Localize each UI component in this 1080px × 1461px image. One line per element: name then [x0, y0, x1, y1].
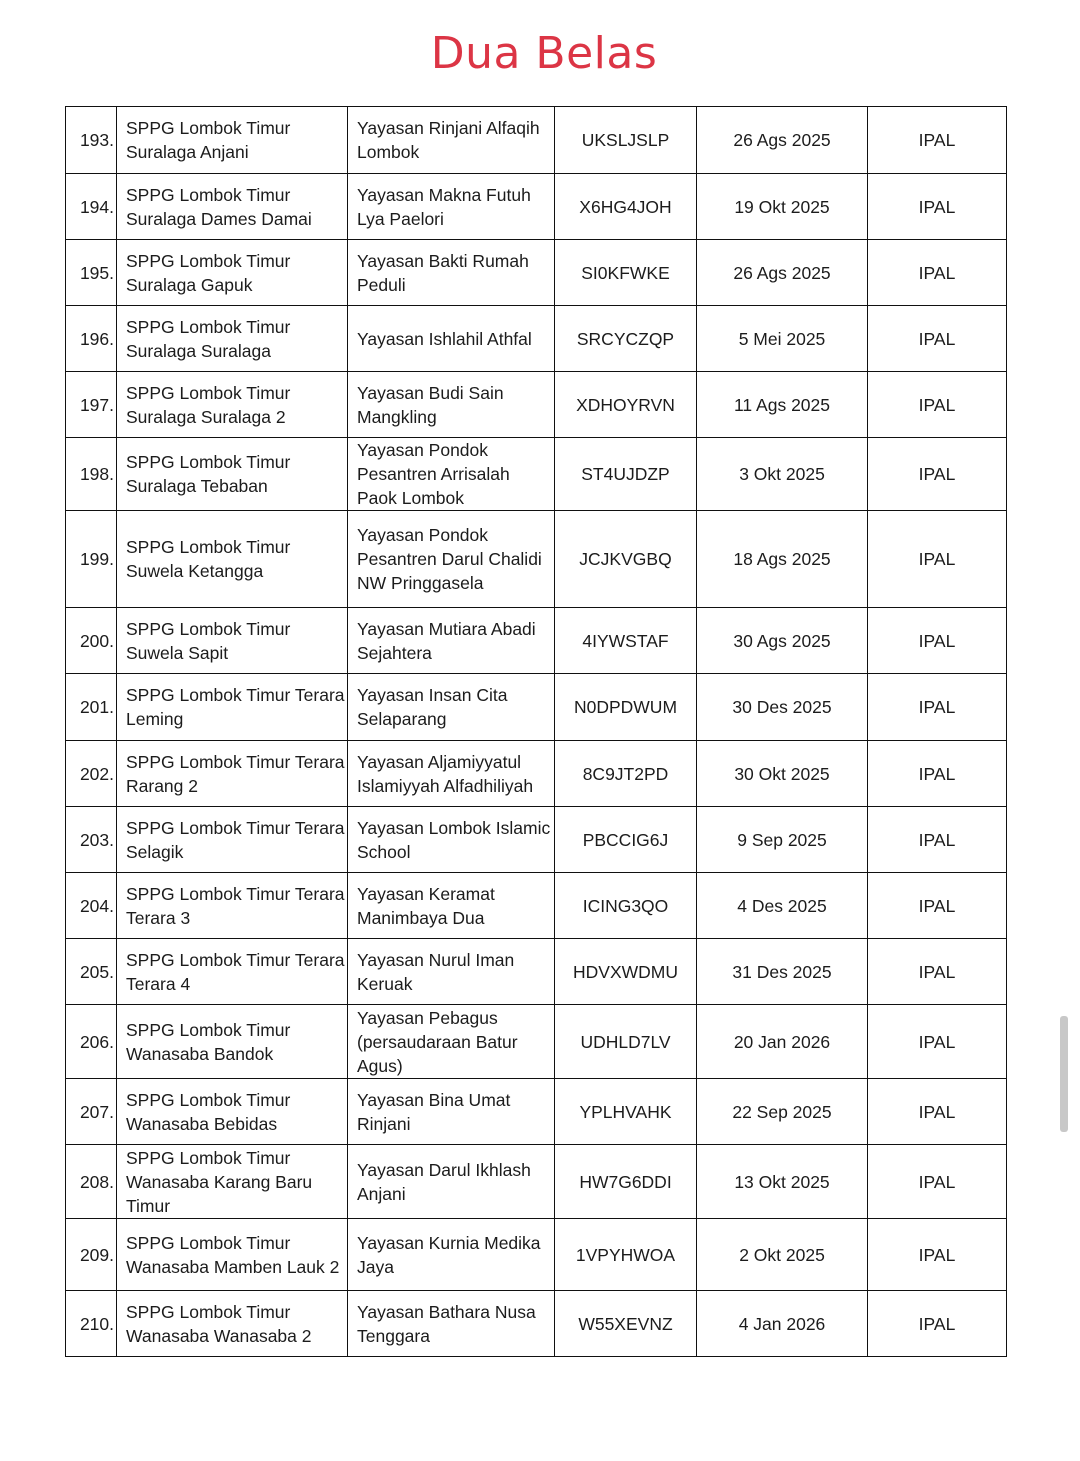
facility-type-cell — [868, 1145, 1007, 1219]
facility-type: IPAL — [918, 1171, 956, 1192]
facility-type-cell — [868, 741, 1007, 807]
facility-type: IPAL — [918, 1244, 956, 1265]
date-cell — [697, 174, 868, 240]
unit-name: SPPG Lombok Timur Terara Terara 3 — [126, 883, 345, 928]
date-cell — [697, 1291, 868, 1357]
unit-name-cell — [117, 1219, 348, 1291]
facility-type-cell — [868, 674, 1007, 741]
registration-code: ICING3QO — [582, 895, 669, 916]
row-number-cell — [66, 1145, 117, 1219]
facility-type: IPAL — [918, 697, 956, 717]
date-cell — [697, 1079, 868, 1145]
registration-code-cell — [555, 107, 697, 174]
registration-code: 8C9JT2PD — [582, 763, 669, 784]
row-number: 194. — [79, 196, 114, 217]
table-row — [66, 1079, 1007, 1145]
unit-name-cell — [117, 873, 348, 939]
row-number-cell — [66, 511, 117, 608]
row-number: 202. — [79, 763, 114, 784]
row-number: 195. — [79, 262, 114, 283]
table-row — [66, 438, 1007, 511]
date: 30 Okt 2025 — [734, 763, 830, 784]
date: 22 Sep 2025 — [732, 1101, 832, 1122]
facility-type-cell — [868, 1291, 1007, 1357]
foundation-name: Yayasan Insan Cita Selaparang — [357, 685, 508, 729]
facility-type-cell — [868, 107, 1007, 174]
foundation-name-cell — [348, 174, 555, 240]
date-cell — [697, 608, 868, 674]
facility-type: IPAL — [918, 763, 956, 784]
date-cell — [697, 1145, 868, 1219]
date: 31 Des 2025 — [732, 961, 832, 982]
date-cell — [697, 306, 868, 372]
table-row — [66, 511, 1007, 608]
foundation-name: Yayasan Budi Sain Mangkling — [357, 382, 504, 427]
date: 18 Ags 2025 — [733, 549, 831, 569]
foundation-name: Yayasan Lombok Islamic School — [357, 817, 551, 862]
registration-code: 1VPYHWOA — [575, 1244, 676, 1265]
registration-code: JCJKVGBQ — [579, 549, 672, 569]
row-number: 205. — [79, 961, 114, 982]
facility-type-cell — [868, 240, 1007, 306]
unit-name: SPPG Lombok Timur Suralaga Suralaga 2 — [126, 382, 291, 427]
row-number: 203. — [79, 829, 114, 850]
facility-type-cell — [868, 807, 1007, 873]
facility-type-cell — [868, 608, 1007, 674]
unit-name-cell — [117, 174, 348, 240]
row-number-cell — [66, 608, 117, 674]
date: 30 Ags 2025 — [733, 630, 831, 651]
facility-type: IPAL — [918, 328, 956, 349]
date-cell — [697, 240, 868, 306]
unit-name: SPPG Lombok Timur Terara Rarang 2 — [126, 751, 345, 796]
date: 9 Sep 2025 — [737, 829, 827, 850]
registration-code-cell — [555, 873, 697, 939]
registration-code-cell — [555, 174, 697, 240]
facility-type-cell — [868, 939, 1007, 1005]
foundation-name-cell — [348, 1145, 555, 1219]
row-number-cell — [66, 873, 117, 939]
unit-name-cell — [117, 807, 348, 873]
registration-code-cell — [555, 741, 697, 807]
unit-name: SPPG Lombok Timur Wanasaba Karang Baru Timur — [126, 1147, 313, 1216]
row-number: 207. — [79, 1101, 114, 1122]
unit-name-cell — [117, 1005, 348, 1079]
date: 5 Mei 2025 — [738, 328, 826, 349]
date: 26 Ags 2025 — [733, 262, 831, 283]
registration-code-cell — [555, 608, 697, 674]
date: 4 Des 2025 — [737, 895, 827, 916]
foundation-name-cell — [348, 306, 555, 372]
unit-name: SPPG Lombok Timur Terara Selagik — [126, 817, 345, 862]
facility-type-cell — [868, 438, 1007, 511]
registration-code: UKSLJSLP — [581, 130, 670, 150]
row-number: 201. — [79, 697, 114, 717]
date-cell — [697, 674, 868, 741]
facility-type-cell — [868, 1079, 1007, 1145]
table-row — [66, 1145, 1007, 1219]
facility-type-cell — [868, 372, 1007, 438]
registration-code-cell — [555, 1079, 697, 1145]
unit-name: SPPG Lombok Timur Suralaga Tebaban — [126, 452, 291, 496]
row-number: 196. — [79, 328, 114, 349]
table-row — [66, 306, 1007, 372]
foundation-name: Yayasan Bakti Rumah Peduli — [357, 250, 529, 295]
foundation-name-cell — [348, 674, 555, 741]
facility-type: IPAL — [918, 630, 956, 651]
date-cell — [697, 372, 868, 438]
date: 19 Okt 2025 — [734, 196, 830, 217]
unit-name-cell — [117, 511, 348, 608]
date: 11 Ags 2025 — [733, 394, 830, 415]
registration-code: W55XEVNZ — [578, 1313, 673, 1334]
facility-type: IPAL — [918, 196, 956, 217]
row-number: 210. — [79, 1313, 114, 1334]
facility-type-cell — [868, 306, 1007, 372]
row-number: 200. — [79, 630, 114, 651]
foundation-name: Yayasan Pebagus (persaudaraan Batur Agus) — [357, 1007, 518, 1076]
row-number-cell — [66, 1219, 117, 1291]
foundation-name-cell — [348, 741, 555, 807]
date-cell — [697, 1219, 868, 1291]
foundation-name: Yayasan Darul Ikhlash Anjani — [357, 1159, 531, 1204]
foundation-name: Yayasan Rinjani Alfaqih Lombok — [357, 118, 540, 162]
foundation-name: Yayasan Ishlahil Athfal — [357, 328, 532, 349]
facility-type-cell — [868, 511, 1007, 608]
facility-type-cell — [868, 174, 1007, 240]
row-number-cell — [66, 807, 117, 873]
unit-name-cell — [117, 939, 348, 1005]
row-number-cell — [66, 438, 117, 511]
facility-type: IPAL — [918, 1101, 956, 1122]
foundation-name: Yayasan Pondok Pesantren Arrisalah Paok Lombok — [357, 440, 510, 508]
date-cell — [697, 511, 868, 608]
unit-name: SPPG Lombok Timur Wanasaba Wanasaba 2 — [126, 1301, 312, 1346]
foundation-name-cell — [348, 1079, 555, 1145]
row-number-cell — [66, 1291, 117, 1357]
registration-code: SRCYCZQP — [576, 328, 675, 349]
foundation-name: Yayasan Bathara Nusa Tenggara — [357, 1301, 536, 1346]
row-number: 209. — [79, 1244, 114, 1265]
date: 3 Okt 2025 — [739, 464, 825, 484]
unit-name-cell — [117, 372, 348, 438]
registration-code: 4IYWSTAF — [582, 630, 669, 651]
registration-code: UDHLD7LV — [580, 1031, 671, 1052]
unit-name: SPPG Lombok Timur Wanasaba Mamben Lauk 2 — [126, 1232, 340, 1277]
registration-code: SI0KFWKE — [581, 262, 670, 283]
foundation-name-cell — [348, 873, 555, 939]
date: 2 Okt 2025 — [739, 1244, 825, 1265]
registration-code: HW7G6DDI — [579, 1171, 672, 1192]
foundation-name-cell — [348, 511, 555, 608]
facility-type-cell — [868, 873, 1007, 939]
unit-name-cell — [117, 1145, 348, 1219]
row-number-cell — [66, 939, 117, 1005]
facility-type: IPAL — [918, 262, 956, 283]
table-row — [66, 741, 1007, 807]
row-number: 198. — [79, 464, 114, 484]
facility-type: IPAL — [918, 394, 956, 415]
facility-type-cell — [868, 1219, 1007, 1291]
table-row — [66, 674, 1007, 741]
unit-name: SPPG Lombok Timur Wanasaba Bandok — [126, 1019, 291, 1064]
registration-code: YPLHVAHK — [579, 1101, 672, 1122]
unit-name-cell — [117, 438, 348, 511]
unit-name: SPPG Lombok Timur Suralaga Anjani — [126, 118, 291, 162]
foundation-name: Yayasan Makna Futuh Lya Paelori — [357, 184, 531, 229]
foundation-name-cell — [348, 1291, 555, 1357]
data-table — [65, 106, 1007, 1357]
table-row — [66, 1219, 1007, 1291]
unit-name: SPPG Lombok Timur Suralaga Gapuk — [126, 250, 291, 295]
foundation-name-cell — [348, 438, 555, 511]
foundation-name: Yayasan Kurnia Medika Jaya — [357, 1232, 541, 1277]
registration-code-cell — [555, 939, 697, 1005]
registration-code-cell — [555, 1145, 697, 1219]
foundation-name: Yayasan Keramat Manimbaya Dua — [357, 883, 495, 928]
row-number-cell — [66, 372, 117, 438]
date-cell — [697, 438, 868, 511]
row-number: 193. — [79, 130, 114, 150]
scrollbar-thumb[interactable] — [1060, 1016, 1068, 1132]
facility-type: IPAL — [918, 130, 956, 150]
unit-name-cell — [117, 1079, 348, 1145]
unit-name-cell — [117, 306, 348, 372]
row-number: 197. — [79, 394, 114, 415]
table-body — [66, 107, 1007, 1357]
unit-name-cell — [117, 240, 348, 306]
row-number-cell — [66, 107, 117, 174]
table-row — [66, 174, 1007, 240]
facility-type: IPAL — [918, 464, 956, 484]
date-cell — [697, 873, 868, 939]
unit-name-cell — [117, 674, 348, 741]
date: 13 Okt 2025 — [734, 1171, 830, 1192]
table-row — [66, 1005, 1007, 1079]
foundation-name-cell — [348, 372, 555, 438]
facility-type: IPAL — [918, 829, 956, 850]
foundation-name: Yayasan Nurul Iman Keruak — [357, 949, 515, 994]
unit-name: SPPG Lombok Timur Terara Terara 4 — [126, 949, 345, 994]
unit-name: SPPG Lombok Timur Wanasaba Bebidas — [126, 1089, 291, 1134]
foundation-name-cell — [348, 608, 555, 674]
row-number-cell — [66, 240, 117, 306]
table-row — [66, 240, 1007, 306]
registration-code-cell — [555, 240, 697, 306]
registration-code: XDHOYRVN — [576, 394, 675, 415]
facility-type-cell — [868, 1005, 1007, 1079]
foundation-name: Yayasan Aljamiyyatul Islamiyyah Alfadhiliyah — [357, 751, 534, 796]
table-row — [66, 608, 1007, 674]
unit-name-cell — [117, 107, 348, 174]
registration-code-cell — [555, 306, 697, 372]
registration-code-cell — [555, 372, 697, 438]
foundation-name-cell — [348, 939, 555, 1005]
unit-name-cell — [117, 741, 348, 807]
date-cell — [697, 1005, 868, 1079]
registration-code-cell — [555, 1005, 697, 1079]
foundation-name-cell — [348, 807, 555, 873]
facility-type: IPAL — [918, 895, 956, 916]
row-number: 204. — [79, 895, 114, 916]
registration-code: PBCCIG6J — [582, 829, 669, 850]
unit-name: SPPG Lombok Timur Terara Leming — [126, 685, 345, 729]
unit-name-cell — [117, 1291, 348, 1357]
unit-name: SPPG Lombok Timur Suwela Ketangga — [126, 537, 291, 581]
registration-code: HDVXWDMU — [573, 961, 678, 982]
row-number-cell — [66, 174, 117, 240]
date: 26 Ags 2025 — [733, 130, 831, 150]
table-row — [66, 873, 1007, 939]
date: 20 Jan 2026 — [733, 1031, 831, 1052]
foundation-name: Yayasan Pondok Pesantren Darul Chalidi NW Pringgasela — [357, 525, 542, 593]
foundation-name-cell — [348, 1219, 555, 1291]
row-number-cell — [66, 674, 117, 741]
date: 30 Des 2025 — [732, 697, 832, 717]
registration-code-cell — [555, 1291, 697, 1357]
date-cell — [697, 939, 868, 1005]
row-number-cell — [66, 306, 117, 372]
foundation-name-cell — [348, 240, 555, 306]
row-number: 199. — [79, 549, 114, 569]
facility-type: IPAL — [918, 1031, 956, 1052]
table-row — [66, 107, 1007, 174]
registration-code-cell — [555, 438, 697, 511]
registration-code: N0DPDWUM — [573, 697, 678, 717]
foundation-name: Yayasan Mutiara Abadi Sejahtera — [357, 618, 536, 663]
row-number-cell — [66, 1079, 117, 1145]
row-number: 206. — [79, 1031, 114, 1052]
unit-name: SPPG Lombok Timur Suwela Sapit — [126, 618, 291, 663]
page-title: Dua Belas — [430, 28, 658, 79]
facility-type: IPAL — [918, 549, 956, 569]
registration-code: X6HG4JOH — [579, 196, 672, 217]
registration-code-cell — [555, 511, 697, 608]
unit-name: SPPG Lombok Timur Suralaga Dames Damai — [126, 184, 312, 229]
registration-code: ST4UJDZP — [581, 464, 670, 484]
unit-name-cell — [117, 608, 348, 674]
table-row — [66, 939, 1007, 1005]
row-number-cell — [66, 1005, 117, 1079]
registration-code-cell — [555, 674, 697, 741]
unit-name: SPPG Lombok Timur Suralaga Suralaga — [126, 316, 291, 361]
registration-code-cell — [555, 1219, 697, 1291]
date: 4 Jan 2026 — [738, 1313, 826, 1334]
foundation-name: Yayasan Bina Umat Rinjani — [357, 1089, 511, 1134]
registration-code-cell — [555, 807, 697, 873]
facility-type: IPAL — [918, 961, 956, 982]
table-row — [66, 1291, 1007, 1357]
foundation-name-cell — [348, 1005, 555, 1079]
facility-type: IPAL — [918, 1313, 956, 1334]
date-cell — [697, 741, 868, 807]
date-cell — [697, 807, 868, 873]
row-number-cell — [66, 741, 117, 807]
date-cell — [697, 107, 868, 174]
table-row — [66, 807, 1007, 873]
table-row — [66, 372, 1007, 438]
row-number: 208. — [79, 1171, 114, 1192]
foundation-name-cell — [348, 107, 555, 174]
